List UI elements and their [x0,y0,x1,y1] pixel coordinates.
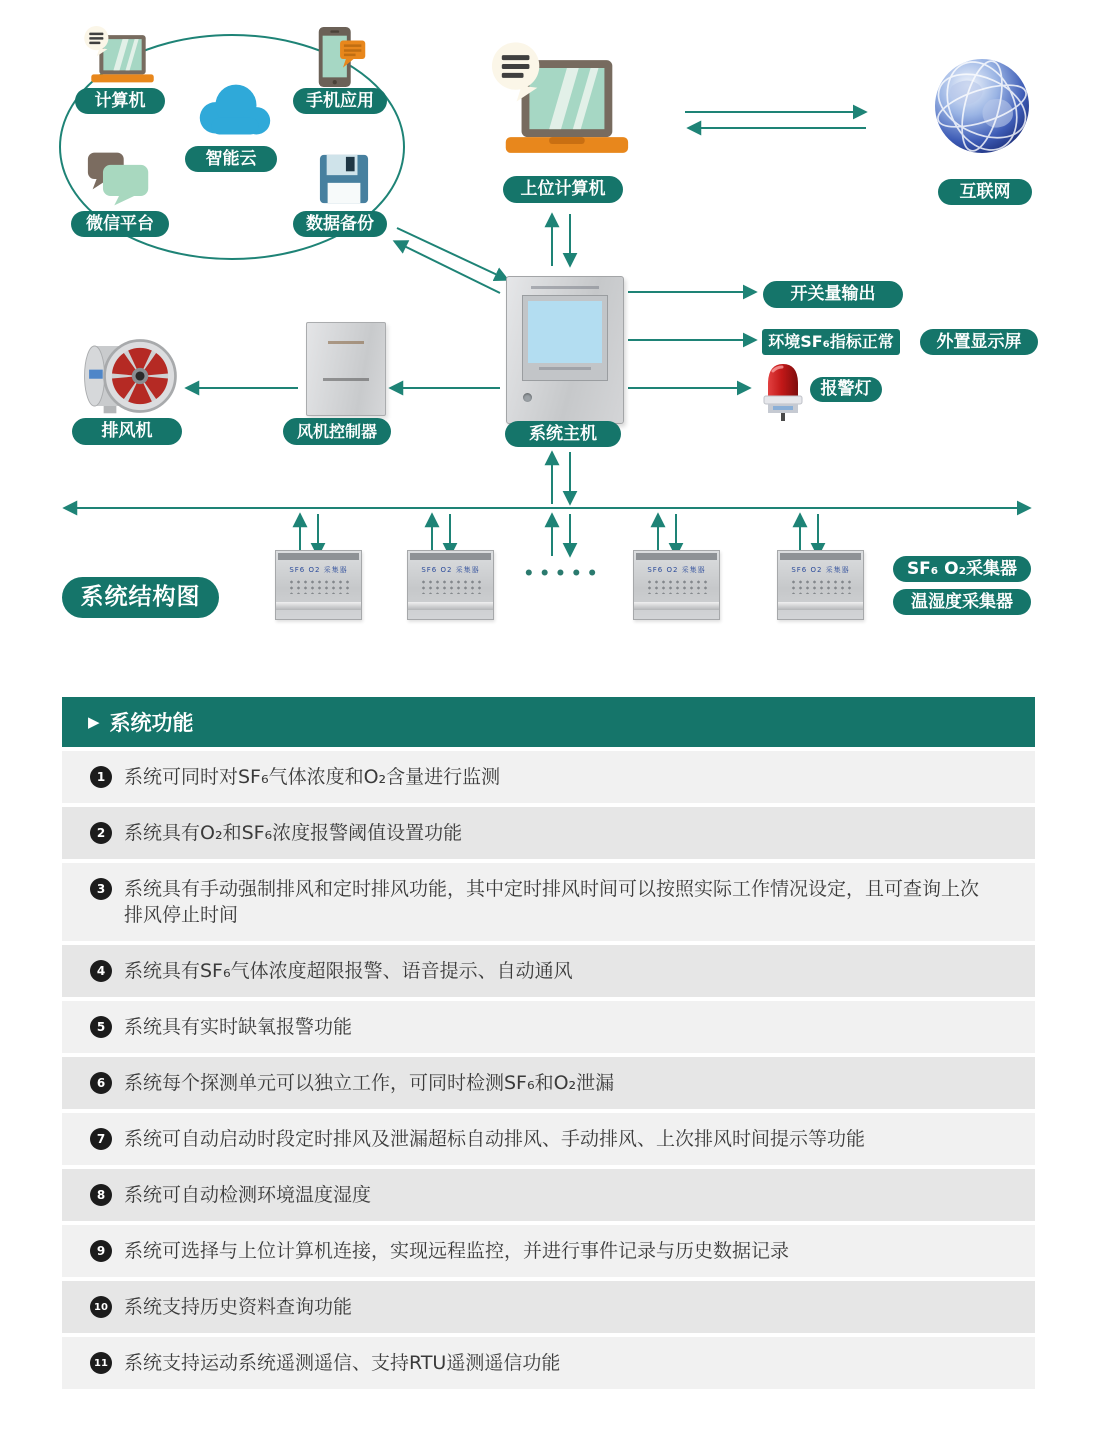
collector-bottom-strip [408,602,493,610]
feature-item-1 [62,751,1035,803]
feature-text: 系统具有实时缺氧报警功能 [124,1016,353,1038]
feature-text: 系统可自动启动时段定时排风及泄漏超标自动排风、手动排风、上次排风时间提示等功能 [124,1128,866,1150]
collector-top-strip [636,553,717,560]
feature-number-badge: 4 [90,960,112,982]
feature-number-badge: 7 [90,1128,112,1150]
feature-number-badge: 5 [90,1016,112,1038]
feature-number-badge: 11 [90,1352,112,1374]
cabinet-subtitle-line [539,367,591,370]
collector-device-3 [633,550,720,620]
computer-icon [82,24,158,92]
data-backup-label-text: 数据备份 [306,213,374,234]
external-display-label [920,329,1038,355]
collector-device-4 [777,550,864,620]
sf6-o2-collector-label [893,556,1031,582]
collector-device-text: SF6 O2 采集器 [289,566,348,574]
feature-text: 系统具有O₂和SF₆浓度报警阈值设置功能 [124,822,463,844]
feature-text: 系统每个探测单元可以独立工作，可同时检测SF₆和O₂泄漏 [124,1072,615,1094]
cabinet-button [523,393,532,402]
alarm-light-icon [760,358,806,422]
feature-item-7 [62,1113,1035,1165]
collector-bottom-strip [634,602,719,610]
collector-vents [790,579,851,594]
feature-text: 系统具有手动强制排风和定时排风功能，其中定时排风时间可以按照实际工作情况设定，且可查询上次排风停止时间 [124,878,980,926]
data-backup-label [293,211,387,237]
collector-device-text: SF6 O2 采集器 [647,566,706,574]
internet-icon [932,55,1032,157]
cabinet-screen [528,301,602,363]
alarm-light-label-text: 报警灯 [820,379,872,399]
mobile-app-label [293,88,387,114]
internet-label-text: 互联网 [959,181,1011,202]
system-host-label [505,421,621,447]
computer-label-text: 计算机 [94,90,146,111]
collector-device-text: SF6 O2 采集器 [421,566,480,574]
exhaust-fan-icon [80,334,180,418]
collector-top-strip [278,553,359,560]
external-display-label-text: 外置显示屏 [936,331,1022,352]
env-sf6-normal-label-text: 环境SF₆指标正常 [768,332,894,351]
cabinet-title-line [531,286,598,289]
feature-number-badge: 8 [90,1184,112,1206]
host-computer-icon [488,38,636,172]
controller-text-line [323,378,370,381]
alarm-light-label [810,377,882,402]
feature-number-badge: 1 [90,766,112,788]
feature-item-5 [62,1001,1035,1053]
features-header [62,697,1035,747]
feature-text: 系统支持运动系统遥测遥信、支持RTU遥测遥信功能 [124,1352,561,1374]
switch-output-label [763,281,903,308]
smart-cloud-label [185,146,277,172]
collector-device-1 [275,550,362,620]
system-features-section [62,697,1035,1389]
collector-top-strip [410,553,491,560]
feature-item-8 [62,1169,1035,1221]
diagram-title [62,577,219,618]
ellipsis-dots: ••••• [523,564,603,584]
data-backup-icon [318,152,370,206]
collector-vents [420,579,481,594]
feature-number-badge: 9 [90,1240,112,1262]
controller-title-line [328,341,364,344]
fan-controller-device [306,322,386,416]
feature-number-badge: 10 [90,1296,112,1318]
feature-number-badge: 3 [90,878,112,900]
wechat-platform-label [71,211,169,237]
cabinet-screen-frame [522,295,608,381]
feature-item-10 [62,1281,1035,1333]
collector-bottom-strip [276,602,361,610]
sf6-o2-collector-label-text: SF₆ O₂采集器 [906,558,1018,579]
host-computer-label [503,176,623,203]
system-host-device [506,276,624,424]
feature-item-4 [62,945,1035,997]
exhaust-fan-label-text: 排风机 [101,421,153,441]
temp-humidity-collector-label-text: 温湿度采集器 [911,591,1013,612]
feature-item-11 [62,1337,1035,1389]
feature-text: 系统具有SF₆气体浓度超限报警、语音提示、自动通风 [124,960,573,982]
wechat-platform-label-text: 微信平台 [86,213,154,234]
feature-number-badge: 2 [90,822,112,844]
collector-device-text: SF6 O2 采集器 [791,566,850,574]
collector-top-strip [780,553,861,560]
feature-text: 系统可自动检测环境温度湿度 [124,1184,372,1206]
features-header-title: 系统功能 [109,711,194,735]
system-structure-diagram [0,0,1095,690]
collector-vents [646,579,707,594]
mobile-app-label-text: 手机应用 [306,90,374,111]
host-computer-label-text: 上位计算机 [520,179,606,199]
diagram-title-text: 系统结构图 [80,584,201,610]
system-host-label-text: 系统主机 [529,423,597,444]
fan-controller-label-text: 风机控制器 [296,421,377,441]
switch-output-label-text: 开关量输出 [790,284,876,304]
feature-number-badge: 6 [90,1072,112,1094]
wechat-platform-icon [86,150,152,208]
feature-item-3 [62,863,1035,941]
collector-bottom-strip [778,602,863,610]
exhaust-fan-label [72,418,182,445]
feature-text: 系统可选择与上位计算机连接，实现远程监控，并进行事件记录与历史数据记录 [124,1240,790,1262]
env-sf6-normal-label [762,329,900,355]
feature-text: 系统支持历史资料查询功能 [124,1296,353,1318]
smart-cloud-icon [190,80,278,140]
temp-humidity-collector-label [893,589,1031,615]
feature-item-2 [62,807,1035,859]
computer-label [75,88,165,114]
collector-vents [288,579,349,594]
feature-text: 系统可同时对SF₆气体浓度和O₂含量进行监测 [124,766,501,788]
feature-item-9 [62,1225,1035,1277]
smart-cloud-label-text: 智能云 [205,148,257,169]
feature-item-6 [62,1057,1035,1109]
internet-label [938,179,1032,205]
triangle-icon: ▶ [88,713,100,731]
mobile-app-icon [316,26,368,88]
collector-device-2 [407,550,494,620]
fan-controller-label [283,418,391,445]
